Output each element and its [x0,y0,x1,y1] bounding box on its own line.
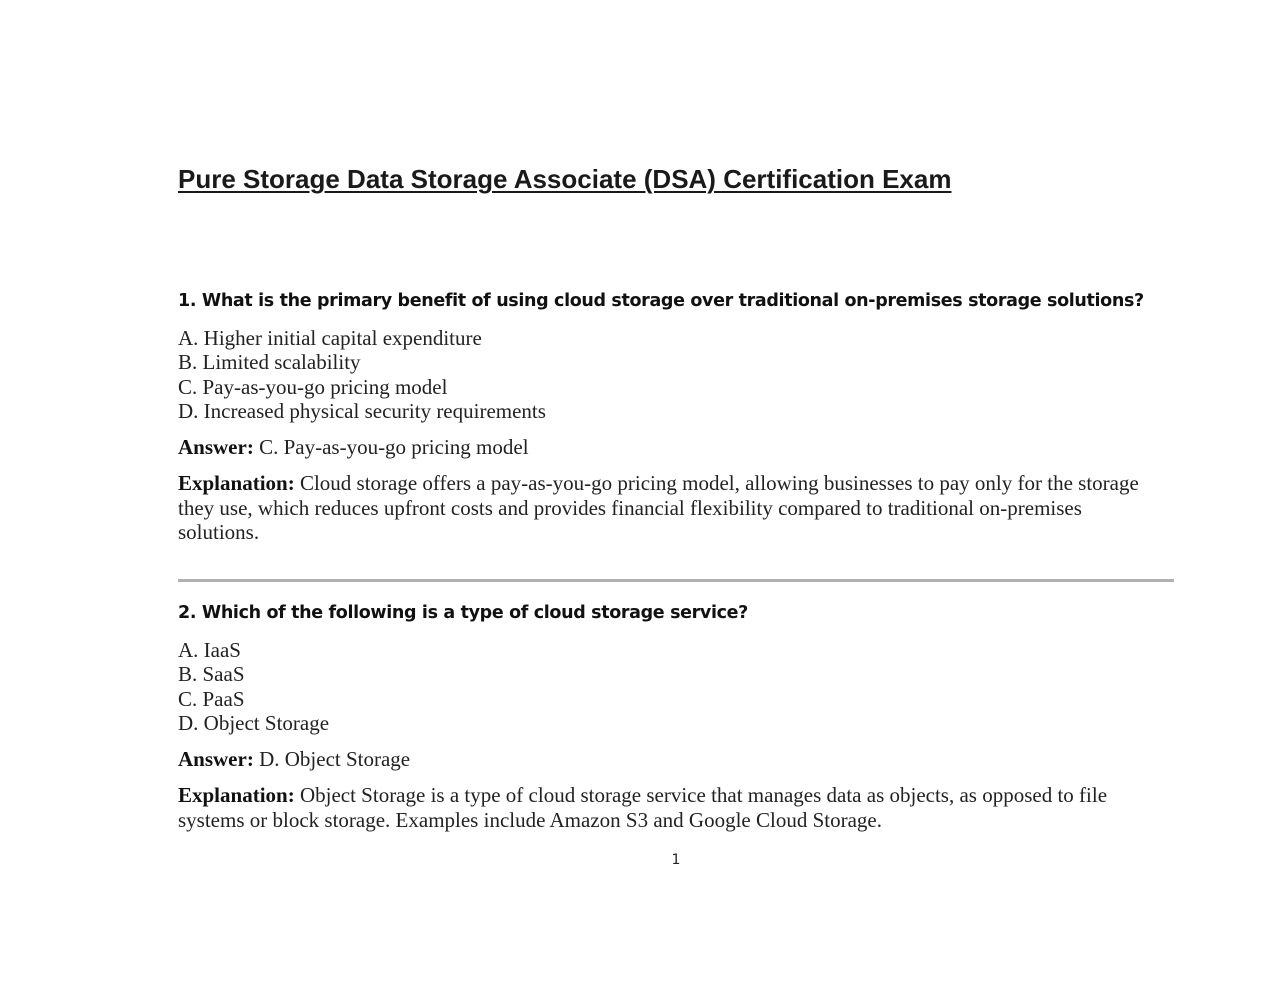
explanation-line [178,471,1168,544]
question-text: 2. Which of the following is a type of cloud storage service? [178,603,748,623]
option-d: D. Increased physical security requirements [178,398,546,423]
option-b: B. Limited scalability [178,350,361,375]
explanation-text: Cloud storage offers a pay-as-you-go pricing model, allowing businesses to pay only for the storage they use, which reduces upfront costs and provides financial flexibility compared to traditional on-premises solutions. [178,471,1139,545]
question-text: 1. What is the primary benefit of using cloud storage over traditional on-premises storage solutions? [178,291,1144,311]
option-a: A. Higher initial capital expenditure [178,326,482,350]
answer-value: C. Pay-as-you-go pricing model [259,435,529,460]
question-block [178,288,1168,544]
explanation-label: Explanation: [178,471,295,496]
explanation-line [178,783,1168,832]
explanation-text: Object Storage is a type of cloud storage service that manages data as objects, as opposed to file systems or block storage. Examples include Amazon S3 and Google Cloud Storage. [178,783,1108,832]
option-c: C. Pay-as-you-go pricing model [178,374,448,399]
answer-line [178,435,1168,459]
page-number: 1 [671,852,681,868]
question-block [178,600,1168,832]
answer-label: Answer: [178,747,254,772]
page-title: Pure Storage Data Storage Associate (DSA) Certification Exam [178,164,952,194]
answer-value: D. Object Storage [259,747,411,772]
option-b: B. SaaS [178,662,245,687]
options-list [178,326,1168,423]
section-divider [178,579,1174,582]
option-d: D. Object Storage [178,710,330,735]
option-a: A. IaaS [178,638,241,662]
options-list [178,638,1168,735]
option-c: C. PaaS [178,686,245,711]
answer-label: Answer: [178,435,254,460]
explanation-label: Explanation: [178,783,295,808]
answer-line [178,747,1168,771]
